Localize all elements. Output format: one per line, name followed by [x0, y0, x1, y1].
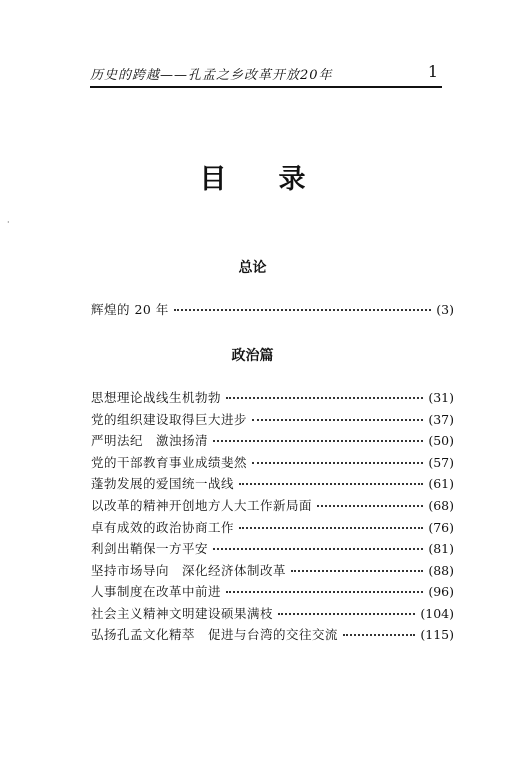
toc-entry-label: 人事制度在改革中前进 — [91, 584, 222, 599]
toc-entry-page: (96) — [428, 584, 454, 599]
toc-entry-page: (61) — [428, 476, 454, 491]
dot-leader — [317, 505, 423, 507]
dot-leader — [252, 462, 423, 464]
toc-entry-label: 弘扬孔孟文化精萃 促进与台湾的交往交流 — [91, 627, 339, 642]
toc-entry[interactable] — [91, 604, 454, 624]
toc-entry-page: (88) — [428, 563, 454, 578]
toc-entry[interactable] — [91, 431, 454, 451]
toc-entry-page: (115) — [420, 627, 454, 642]
toc-title-char-2: 录 — [278, 164, 306, 195]
toc-entry-label: 辉煌的 20 年 — [91, 302, 169, 317]
toc-entry-label: 利剑出鞘保一方平安 — [91, 541, 209, 556]
section-title-politics: 政治篇 — [231, 348, 274, 364]
toc-entry[interactable] — [91, 453, 454, 473]
toc-entry-label: 蓬勃发展的爱国统一战线 — [91, 476, 235, 491]
dot-leader — [291, 570, 423, 572]
toc-entry[interactable] — [91, 474, 454, 494]
toc-entry-page: (76) — [428, 520, 454, 535]
toc-entry-label: 党的干部教育事业成绩斐然 — [91, 455, 248, 470]
toc-entry-label: 思想理论战线生机勃勃 — [91, 390, 222, 405]
toc-entry[interactable] — [91, 518, 454, 538]
toc-entry-label: 党的组织建设取得巨大进步 — [91, 412, 248, 427]
toc-entry[interactable] — [91, 582, 454, 602]
dot-leader — [239, 483, 423, 485]
toc-entry-page: (3) — [436, 302, 454, 317]
toc-entry-page: (31) — [428, 390, 454, 405]
dot-leader — [226, 397, 423, 399]
toc-entry-label: 以改革的精神开创地方人大工作新局面 — [91, 498, 313, 513]
dot-leader — [252, 419, 423, 421]
stray-mark: · — [7, 218, 10, 227]
toc-entry-page: (68) — [428, 498, 454, 513]
dot-leader — [343, 634, 415, 636]
toc-entry-page: (81) — [428, 541, 454, 556]
toc-entry-label: 严明法纪 激浊扬清 — [91, 433, 209, 448]
dot-leader — [226, 591, 423, 593]
toc-entry[interactable] — [91, 561, 454, 581]
toc-entry-label: 社会主义精神文明建设硕果满枝 — [91, 606, 274, 621]
toc-entry[interactable] — [91, 410, 454, 430]
toc-entry-page: (104) — [420, 606, 454, 621]
toc-entry-label: 卓有成效的政治协商工作 — [91, 520, 235, 535]
toc-entry[interactable] — [91, 496, 454, 516]
toc-entry[interactable] — [91, 625, 454, 645]
dot-leader — [213, 440, 423, 442]
toc-title — [0, 157, 505, 196]
toc-entry[interactable] — [91, 388, 454, 408]
dot-leader — [213, 548, 423, 550]
toc-entry-page: (37) — [428, 412, 454, 427]
running-header — [90, 62, 442, 88]
section-title-general: 总论 — [238, 260, 267, 276]
header-title: 历史的跨越——孔孟之乡改革开放20年 — [90, 68, 333, 83]
toc-entry-label: 坚持市场导向 深化经济体制改革 — [91, 563, 287, 578]
toc-title-char-1: 目 — [199, 164, 227, 195]
toc-entry-page: (50) — [428, 433, 454, 448]
dot-leader — [174, 309, 431, 311]
toc-entry-page: (57) — [428, 455, 454, 470]
toc-entry[interactable] — [91, 539, 454, 559]
header-page-number: 1 — [427, 62, 438, 81]
dot-leader — [278, 613, 415, 615]
dot-leader — [239, 527, 423, 529]
toc-entry[interactable] — [91, 300, 454, 320]
